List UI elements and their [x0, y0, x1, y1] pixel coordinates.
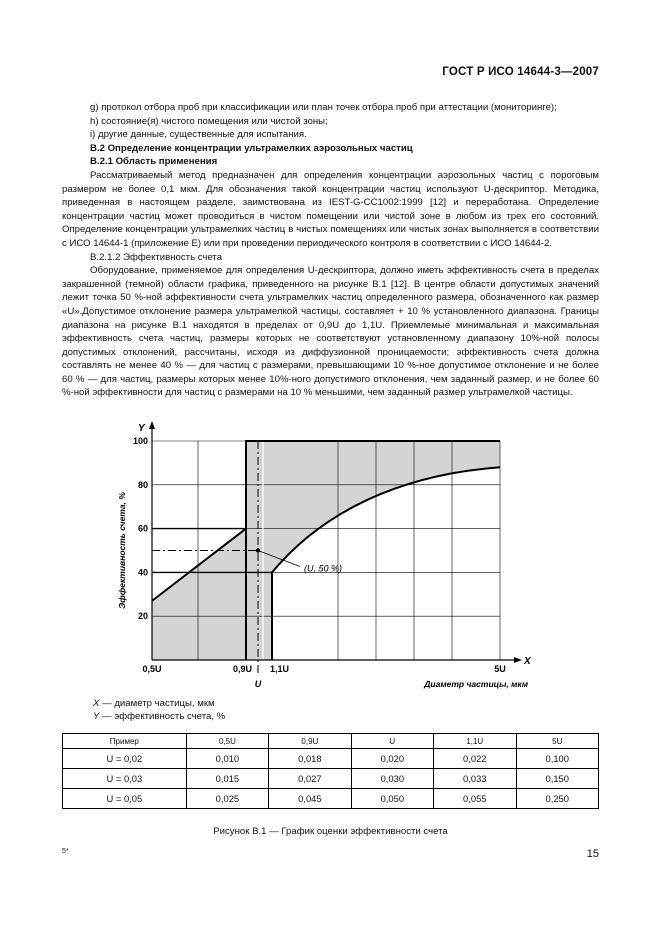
table-header-cell: U [351, 734, 433, 749]
x-axis-arrow [514, 657, 522, 663]
efficiency-chart [90, 410, 540, 690]
table-body [63, 749, 599, 809]
x-tick-label: 0,5U [142, 664, 162, 674]
paragraph-scope: Рассматриваемый метод предназначен для определения концентрации аэрозольных частиц с пороговым размером не более 0,1 мкм. Для обозначения такой концентрации частиц используют U-дескриптор. Методика, приведенная в настоящем разделе, заимствована из IEST-G-CC1002:1999 [12] и переработана. Определение концентрации частиц может проводиться в чистом помещении или чистой зоне в любом из трех его состояний. Определение концентрации ультрамелких частиц в чистых помещениях или чистых зонах выполняется в соответствии с ИСО 14644-1 (приложение Е) или при проведении периодического контроля в соответствии с ИСО 14644-2. [62, 169, 599, 249]
shaded-region-left [152, 529, 246, 660]
table-cell: 0,025 [186, 789, 268, 809]
section-b21-heading: B.2.1 Область применения [90, 156, 218, 168]
x-axis-title: Диаметр частицы, мкм [424, 679, 528, 689]
document-header: ГОСТ Р ИСО 14644-3—2007 [442, 66, 599, 78]
item-g: g) протокол отбора проб при классификации или план точек отбора проб при аттестации (мониторинге); [90, 102, 557, 113]
footer-mark: 5* [62, 848, 69, 855]
table-row [63, 789, 599, 809]
table-cell: 0,020 [351, 749, 433, 769]
item-h: h) состояние(я) чистого помещения или чистой зоны; [90, 115, 328, 127]
item-i: i) другие данные, существенные для испытания. [90, 129, 307, 141]
x-tick-label: 1,1U [270, 664, 290, 674]
y-tick-label: 60 [137, 523, 148, 534]
section-b2-heading: B.2 Определение концентрации ультрамелких аэрозольных частиц [90, 142, 413, 154]
annotation-label: (U, 50 %) [304, 563, 343, 574]
y-tick-label: 100 [132, 436, 148, 446]
table-cell: 0,022 [434, 749, 516, 769]
y-axis-letter: Y [138, 423, 145, 434]
legend-x: X — диаметр частицы, мкм [93, 698, 215, 709]
page-number: 15 [586, 848, 599, 860]
table-cell: 0,033 [434, 769, 516, 789]
table-cell: 0,100 [516, 749, 599, 769]
table-cell: U = 0,05 [63, 789, 187, 809]
table-row [63, 769, 599, 789]
table-header-cell: 5U [516, 734, 599, 749]
table-header-cell: 0,9U [269, 734, 351, 749]
y-axis-arrow [149, 421, 155, 429]
table-cell: 0,010 [186, 749, 268, 769]
table-cell: 0,055 [434, 789, 516, 809]
legend-y: Y — эффективность счета, % [93, 711, 226, 722]
table-cell: 0,045 [269, 789, 351, 809]
table-cell: 0,030 [351, 769, 433, 789]
x-tick-label: 0,9U [232, 664, 252, 674]
figure-caption: Рисунок В.1 — График оценки эффективности счета [213, 826, 448, 837]
table-header-cell: Пример [63, 734, 187, 749]
y-tick-label: 80 [137, 479, 148, 490]
table-cell: 0,015 [186, 769, 268, 789]
body-text [62, 101, 599, 400]
table-cell: U = 0,02 [63, 749, 187, 769]
table-cell: 0,150 [516, 769, 599, 789]
table-cell: 0,050 [351, 789, 433, 809]
table-row [63, 749, 599, 769]
paragraph-efficiency: Оборудование, применяемое для определения U-дескриптора, должно иметь эффективность счета в пределах закрашенной (темной) области графика, приведенного на рисунке В.1 [12]. В центре области допустимых значений лежит точка 50 %-ной эффективности счета ультрамелких частиц определенного размера, обозначенного как размер «U».Допустимое отклонение размера ультрамелкой частицы, составляет + 10 % установленного диапазона. Границы диапазона на рисунке В.1 находятся в пределах от 0,9U до 1,1U. Приемлемые минимальная и максимальная эффективность счета частиц, размеры которых не соответствуют установленному диапазону 10%-ной полосы допустимых отклонений, рассчитаны, исходя из диффузионной проницаемости; эффективность счета должна составлять не менее 40 % — для частиц с размерами, превышающими 10 %-ное допустимое отклонение и не более 60 % — для частиц, размеры которых менее 10%-ного допустимого отклонения, чем заданный размер, и не более 60 %-ной эффективности для частиц с размерами на 10 % меньшими, чем заданный размер ультрамелкой частицы. [62, 265, 599, 399]
y-axis-title: Эффективность счета, % [117, 492, 127, 609]
table-header-row [63, 734, 599, 749]
figure-legend [93, 697, 225, 723]
table-header-cell: 0,5U [186, 734, 268, 749]
x-axis-letter: X [524, 656, 531, 667]
size-table [62, 733, 599, 809]
shaded-region-main [246, 441, 500, 660]
table-cell: 0,027 [269, 769, 351, 789]
x-tick-label: 5U [494, 664, 506, 674]
table-cell: 0,018 [269, 749, 351, 769]
table-cell: U = 0,03 [63, 769, 187, 789]
section-b212-heading: B.2.1.2 Эффективность счета [90, 251, 223, 263]
table-cell: 0,250 [516, 789, 599, 809]
table-header-cell: 1,1U [434, 734, 516, 749]
u-marker-label: U [254, 679, 262, 689]
y-tick-label: 40 [137, 567, 148, 578]
y-tick-label: 20 [137, 611, 148, 622]
